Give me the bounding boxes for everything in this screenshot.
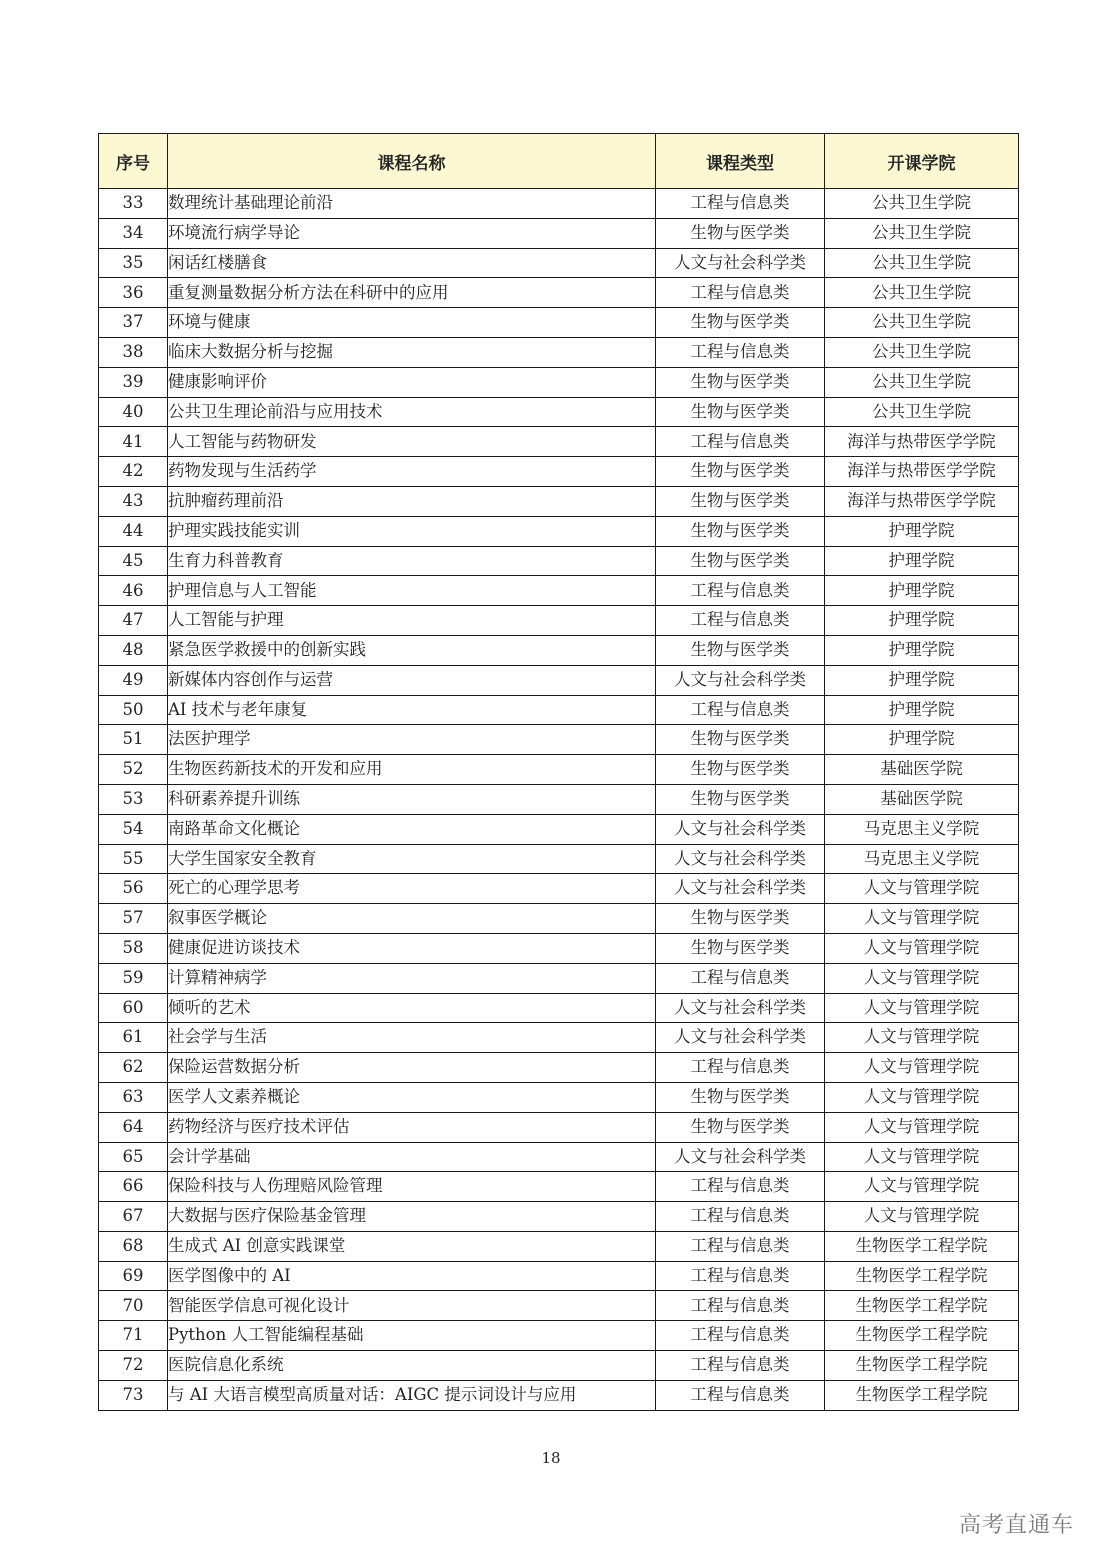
college-name: 护理学院: [825, 695, 1019, 725]
course-name: 闲话红楼膳食: [168, 248, 656, 278]
row-no: 55: [99, 844, 168, 874]
college-name: 人文与管理学院: [825, 1112, 1019, 1142]
table-row: [99, 278, 1019, 308]
table-row: [99, 1351, 1019, 1381]
college-name: 生物医学工程学院: [825, 1231, 1019, 1261]
course-type: 生物与医学类: [656, 725, 825, 755]
college-name: 护理学院: [825, 725, 1019, 755]
row-no: 33: [99, 189, 168, 219]
course-table: [98, 133, 1019, 1411]
row-no: 44: [99, 516, 168, 546]
college-name: 生物医学工程学院: [825, 1261, 1019, 1291]
course-name: 临床大数据分析与挖掘: [168, 337, 656, 367]
college-name: 护理学院: [825, 665, 1019, 695]
table-row: [99, 784, 1019, 814]
row-no: 51: [99, 725, 168, 755]
course-name: 生成式 AI 创意实践课堂: [168, 1231, 656, 1261]
table-row: [99, 1202, 1019, 1232]
course-type: 工程与信息类: [656, 1351, 825, 1381]
row-no: 49: [99, 665, 168, 695]
header-course-name: 课程名称: [168, 134, 656, 189]
table-row: [99, 993, 1019, 1023]
row-no: 39: [99, 367, 168, 397]
row-no: 38: [99, 337, 168, 367]
table-row: [99, 874, 1019, 904]
row-no: 45: [99, 546, 168, 576]
course-name: 保险科技与人伤理赔风险管理: [168, 1172, 656, 1202]
row-no: 35: [99, 248, 168, 278]
course-type: 工程与信息类: [656, 189, 825, 219]
row-no: 52: [99, 755, 168, 785]
row-no: 47: [99, 606, 168, 636]
table-row: [99, 844, 1019, 874]
table-row: [99, 1112, 1019, 1142]
row-no: 37: [99, 308, 168, 338]
college-name: 公共卫生学院: [825, 337, 1019, 367]
course-type: 生物与医学类: [656, 516, 825, 546]
course-type: 生物与医学类: [656, 755, 825, 785]
college-name: 护理学院: [825, 546, 1019, 576]
table-row: [99, 189, 1019, 219]
course-type: 工程与信息类: [656, 278, 825, 308]
college-name: 护理学院: [825, 606, 1019, 636]
course-name: 医学图像中的 AI: [168, 1261, 656, 1291]
course-name: 重复测量数据分析方法在科研中的应用: [168, 278, 656, 308]
table-row: [99, 665, 1019, 695]
course-type: 人文与社会科学类: [656, 814, 825, 844]
row-no: 65: [99, 1142, 168, 1172]
row-no: 60: [99, 993, 168, 1023]
college-name: 公共卫生学院: [825, 278, 1019, 308]
course-type: 人文与社会科学类: [656, 1023, 825, 1053]
table-body: [99, 189, 1019, 1411]
course-name: 南路革命文化概论: [168, 814, 656, 844]
row-no: 66: [99, 1172, 168, 1202]
row-no: 63: [99, 1082, 168, 1112]
table-row: [99, 1023, 1019, 1053]
course-type: 生物与医学类: [656, 546, 825, 576]
course-type: 人文与社会科学类: [656, 248, 825, 278]
college-name: 人文与管理学院: [825, 1142, 1019, 1172]
college-name: 人文与管理学院: [825, 874, 1019, 904]
table-row: [99, 337, 1019, 367]
table-row: [99, 635, 1019, 665]
row-no: 54: [99, 814, 168, 844]
course-type: 工程与信息类: [656, 1291, 825, 1321]
course-type: 工程与信息类: [656, 1231, 825, 1261]
college-name: 生物医学工程学院: [825, 1380, 1019, 1410]
college-name: 人文与管理学院: [825, 1053, 1019, 1083]
course-name: 科研素养提升训练: [168, 784, 656, 814]
course-type: 生物与医学类: [656, 904, 825, 934]
college-name: 公共卫生学院: [825, 189, 1019, 219]
course-type: 工程与信息类: [656, 427, 825, 457]
college-name: 公共卫生学院: [825, 308, 1019, 338]
course-name: 健康促进访谈技术: [168, 933, 656, 963]
course-name: Python 人工智能编程基础: [168, 1321, 656, 1351]
course-name: 药物经济与医疗技术评估: [168, 1112, 656, 1142]
college-name: 基础医学院: [825, 784, 1019, 814]
course-type: 工程与信息类: [656, 963, 825, 993]
course-name: 健康影响评价: [168, 367, 656, 397]
course-type: 工程与信息类: [656, 1380, 825, 1410]
course-type: 生物与医学类: [656, 933, 825, 963]
table-row: [99, 486, 1019, 516]
college-name: 人文与管理学院: [825, 1172, 1019, 1202]
row-no: 64: [99, 1112, 168, 1142]
row-no: 40: [99, 397, 168, 427]
course-name: 生育力科普教育: [168, 546, 656, 576]
row-no: 62: [99, 1053, 168, 1083]
row-no: 72: [99, 1351, 168, 1381]
course-type: 人文与社会科学类: [656, 874, 825, 904]
row-no: 61: [99, 1023, 168, 1053]
page-number: 18: [541, 1449, 561, 1467]
row-no: 46: [99, 576, 168, 606]
course-name: 法医护理学: [168, 725, 656, 755]
table-row: [99, 1142, 1019, 1172]
college-name: 海洋与热带医学学院: [825, 486, 1019, 516]
college-name: 人文与管理学院: [825, 1202, 1019, 1232]
row-no: 50: [99, 695, 168, 725]
course-name: 保险运营数据分析: [168, 1053, 656, 1083]
college-name: 人文与管理学院: [825, 904, 1019, 934]
course-type: 工程与信息类: [656, 337, 825, 367]
course-type: 人文与社会科学类: [656, 844, 825, 874]
course-type: 生物与医学类: [656, 1082, 825, 1112]
table-row: [99, 933, 1019, 963]
course-type: 生物与医学类: [656, 308, 825, 338]
table-row: [99, 308, 1019, 338]
row-no: 58: [99, 933, 168, 963]
college-name: 马克思主义学院: [825, 844, 1019, 874]
college-name: 基础医学院: [825, 755, 1019, 785]
course-name: 护理实践技能实训: [168, 516, 656, 546]
table-row: [99, 397, 1019, 427]
table-row: [99, 427, 1019, 457]
table-row: [99, 1231, 1019, 1261]
course-name: 社会学与生活: [168, 1023, 656, 1053]
table-row: [99, 904, 1019, 934]
course-name: 新媒体内容创作与运营: [168, 665, 656, 695]
course-type: 工程与信息类: [656, 1202, 825, 1232]
row-no: 56: [99, 874, 168, 904]
table-row: [99, 755, 1019, 785]
row-no: 41: [99, 427, 168, 457]
row-no: 59: [99, 963, 168, 993]
table-row: [99, 457, 1019, 487]
row-no: 43: [99, 486, 168, 516]
college-name: 公共卫生学院: [825, 248, 1019, 278]
header-college: 开课学院: [825, 134, 1019, 189]
college-name: 海洋与热带医学学院: [825, 457, 1019, 487]
college-name: 护理学院: [825, 576, 1019, 606]
row-no: 42: [99, 457, 168, 487]
course-type: 人文与社会科学类: [656, 665, 825, 695]
table-row: [99, 1321, 1019, 1351]
table-row: [99, 814, 1019, 844]
course-type: 生物与医学类: [656, 457, 825, 487]
row-no: 68: [99, 1231, 168, 1261]
table-row: [99, 367, 1019, 397]
table-row: [99, 1291, 1019, 1321]
header-course-type: 课程类型: [656, 134, 825, 189]
college-name: 生物医学工程学院: [825, 1351, 1019, 1381]
row-no: 69: [99, 1261, 168, 1291]
course-type: 人文与社会科学类: [656, 993, 825, 1023]
row-no: 57: [99, 904, 168, 934]
course-name: 死亡的心理学思考: [168, 874, 656, 904]
table-row: [99, 248, 1019, 278]
college-name: 生物医学工程学院: [825, 1291, 1019, 1321]
watermark-text: 高考直通车: [958, 1513, 1074, 1538]
college-name: 人文与管理学院: [825, 1023, 1019, 1053]
course-type: 生物与医学类: [656, 784, 825, 814]
course-type: 生物与医学类: [656, 635, 825, 665]
course-name: 数理统计基础理论前沿: [168, 189, 656, 219]
table-header-row: [99, 134, 1019, 189]
table-row: [99, 1380, 1019, 1410]
course-type: 工程与信息类: [656, 1321, 825, 1351]
course-name: 环境与健康: [168, 308, 656, 338]
college-name: 护理学院: [825, 635, 1019, 665]
table-row: [99, 218, 1019, 248]
college-name: 公共卫生学院: [825, 367, 1019, 397]
course-name: AI 技术与老年康复: [168, 695, 656, 725]
course-type: 工程与信息类: [656, 576, 825, 606]
table-row: [99, 576, 1019, 606]
college-name: 马克思主义学院: [825, 814, 1019, 844]
table-row: [99, 546, 1019, 576]
course-name: 计算精神病学: [168, 963, 656, 993]
course-name: 叙事医学概论: [168, 904, 656, 934]
course-type: 工程与信息类: [656, 695, 825, 725]
table-row: [99, 1172, 1019, 1202]
table-row: [99, 1261, 1019, 1291]
course-name: 药物发现与生活药学: [168, 457, 656, 487]
header-no: 序号: [99, 134, 168, 189]
course-type: 工程与信息类: [656, 1053, 825, 1083]
table-row: [99, 725, 1019, 755]
row-no: 48: [99, 635, 168, 665]
course-name: 抗肿瘤药理前沿: [168, 486, 656, 516]
course-name: 大学生国家安全教育: [168, 844, 656, 874]
row-no: 73: [99, 1380, 168, 1410]
course-name: 大数据与医疗保险基金管理: [168, 1202, 656, 1232]
course-type: 生物与医学类: [656, 486, 825, 516]
college-name: 公共卫生学院: [825, 218, 1019, 248]
college-name: 公共卫生学院: [825, 397, 1019, 427]
course-name: 公共卫生理论前沿与应用技术: [168, 397, 656, 427]
college-name: 海洋与热带医学学院: [825, 427, 1019, 457]
course-type: 生物与医学类: [656, 367, 825, 397]
course-name: 人工智能与护理: [168, 606, 656, 636]
course-name: 生物医药新技术的开发和应用: [168, 755, 656, 785]
course-name: 医院信息化系统: [168, 1351, 656, 1381]
table-row: [99, 516, 1019, 546]
row-no: 36: [99, 278, 168, 308]
college-name: 人文与管理学院: [825, 933, 1019, 963]
row-no: 70: [99, 1291, 168, 1321]
course-name: 与 AI 大语言模型高质量对话：AIGC 提示词设计与应用: [168, 1380, 656, 1410]
course-name: 医学人文素养概论: [168, 1082, 656, 1112]
course-type: 生物与医学类: [656, 1112, 825, 1142]
course-type: 工程与信息类: [656, 606, 825, 636]
row-no: 67: [99, 1202, 168, 1232]
course-name: 会计学基础: [168, 1142, 656, 1172]
course-type: 人文与社会科学类: [656, 1142, 825, 1172]
row-no: 53: [99, 784, 168, 814]
table-row: [99, 695, 1019, 725]
course-name: 护理信息与人工智能: [168, 576, 656, 606]
course-name: 环境流行病学导论: [168, 218, 656, 248]
course-type: 生物与医学类: [656, 397, 825, 427]
course-name: 紧急医学救援中的创新实践: [168, 635, 656, 665]
row-no: 71: [99, 1321, 168, 1351]
row-no: 34: [99, 218, 168, 248]
college-name: 人文与管理学院: [825, 963, 1019, 993]
course-type: 工程与信息类: [656, 1172, 825, 1202]
course-name: 智能医学信息可视化设计: [168, 1291, 656, 1321]
table-row: [99, 606, 1019, 636]
course-name: 人工智能与药物研发: [168, 427, 656, 457]
college-name: 人文与管理学院: [825, 1082, 1019, 1112]
table-row: [99, 1082, 1019, 1112]
course-type: 工程与信息类: [656, 1261, 825, 1291]
course-name: 倾听的艺术: [168, 993, 656, 1023]
table-row: [99, 963, 1019, 993]
college-name: 人文与管理学院: [825, 993, 1019, 1023]
college-name: 护理学院: [825, 516, 1019, 546]
table-row: [99, 1053, 1019, 1083]
college-name: 生物医学工程学院: [825, 1321, 1019, 1351]
course-type: 生物与医学类: [656, 218, 825, 248]
